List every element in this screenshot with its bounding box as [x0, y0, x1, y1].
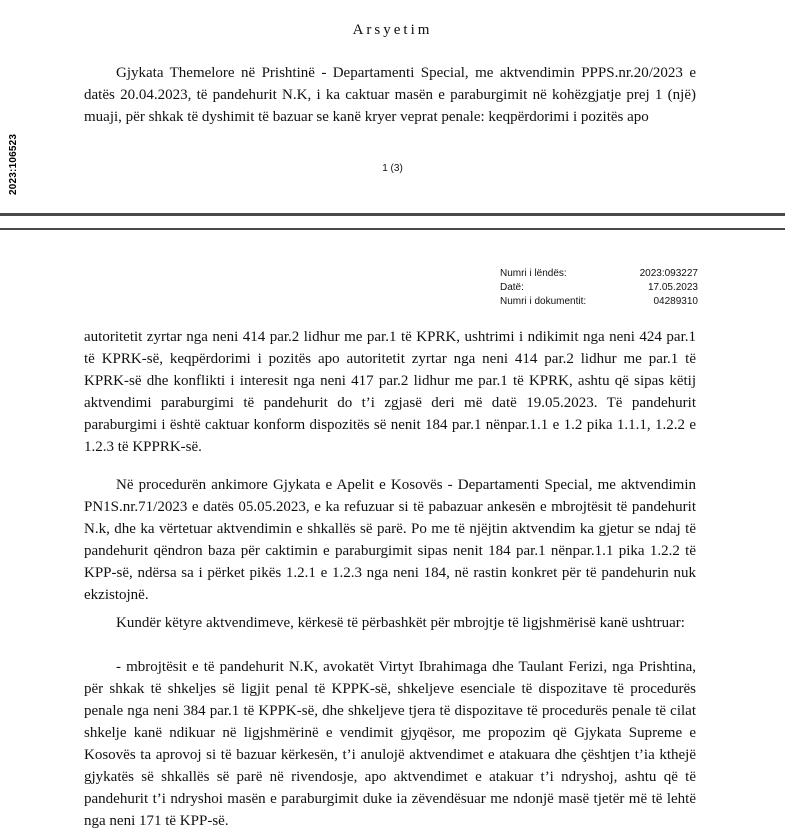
- document-metadata: [500, 267, 698, 309]
- document-number-row: [500, 295, 698, 309]
- date-label: Datë:: [500, 282, 524, 293]
- appeal-paragraph: Në procedurën ankimore Gjykata e Apelit e Kosovës - Departamenti Special, me aktvendimin PN1S.nr.71/2023 e datës 05.05.2023, e ka refuzuar si të pabazuar ankesën e mbrojtësit të pandehurit N.k, dhe ka vërtetuar aktvendimin e shkallës së parë. Po me të njëjtin aktvendim ka gjetur se ndaj të pandehurit qëndron baza për caktimin e paraburgimit sipas nenit 184 par.1 nënpar.1.1 pika 1.2.2 të KPP-së, ndërsa sa i përket pikës 1.2.1 e 1.2.3 nga neni 184, në rastin konkret për të pandehurin nuk ekzistojnë.: [84, 477, 696, 603]
- case-number-label: Numri i lëndës:: [500, 268, 567, 279]
- reasoning-paragraph-1: Gjykata Themelore në Prishtinë - Departamenti Special, me aktvendimin PPPS.nr.20/2023 e datës 20.04.2023, të pandehurit N.K, i ka caktuar masën e paraburgimit në kohëzgjatje prej 1 (një) muaji, për shkak të dyshimit të bazuar se kanë kryer veprat penale: keqpërdorimi i pozitës apo: [84, 65, 696, 125]
- request-intro-paragraph: Kundër këtyre aktvendimeve, kërkesë të përbashkët për mbrojtje të ligjshmërisë kanë ushtruar:: [116, 615, 685, 631]
- page-number: 1 (3): [382, 163, 403, 174]
- date-value: 17.05.2023: [647, 282, 698, 293]
- case-number-value: 2023:093227: [639, 268, 698, 279]
- defense-request-paragraph: - mbrojtësit e të pandehurit N.K, avokatët Virtyt Ibrahimaga dhe Taulant Ferizi, nga Prishtina, për shkak të shkeljes së ligjit penal të KPPK-së, shkeljeve esenciale të dispozitave të procedurës penale nga neni 384 par.1 të KPPK-së, dhe shkeljeve tjera të dispozitave të procedurës penale të cilat shkelje kanë ndikuar në ligjshmërinë e vendimit gjyqësor, me propozim që Gjykata Supreme e Kosovës ta aprovoj si të bazuar kërkesën, t’i anulojë aktvendimet e atakuara dhe çështjen t’ia kthejë gjykatës së shkallës së parë në rivendosje, apo aktvendimet e atakuar t’i ndryshoj, ashtu që të pandehurit t’i ndryshoi masën e paraburgimit duke ia zëvendësuar me ndonjë masë tjetër më të lehtë nga neni 171 të KPP-së.: [84, 659, 696, 829]
- page-separator: [0, 213, 785, 231]
- document-number-value: 04289310: [653, 296, 698, 307]
- case-number-row: [500, 267, 698, 281]
- date-row: [500, 281, 698, 295]
- continuation-paragraph: autoritetit zyrtar nga neni 414 par.2 lidhur me par.1 të KPRK, ushtrimi i ndikimit nga neni 424 par.1 të KPRK-së, keqpërdorimi i pozitës apo autoritetit zyrtar nga neni 414 par.2 lidhur me par.1 të KPRK-së dhe konflikti i interesit nga neni 417 par.2 lidhur me par.1 të KPRK, ashtu që sipas këtij aktvendimi paraburgimi të pandehurit do t’i zgjasë deri më datë 19.05.2023. Të pandehurit paraburgimi i është caktuar konform dispozitës së nenit 184 par.1 nënpar.1.1 e 1.2 pika 1.1.1, 1.2.2 e 1.2.3 të KPPRK-së.: [84, 329, 696, 455]
- section-heading: Arsyetim: [352, 22, 433, 38]
- document-number-label: Numri i dokumentit:: [500, 296, 587, 307]
- case-code-sidebar: 2023:106523: [8, 133, 19, 195]
